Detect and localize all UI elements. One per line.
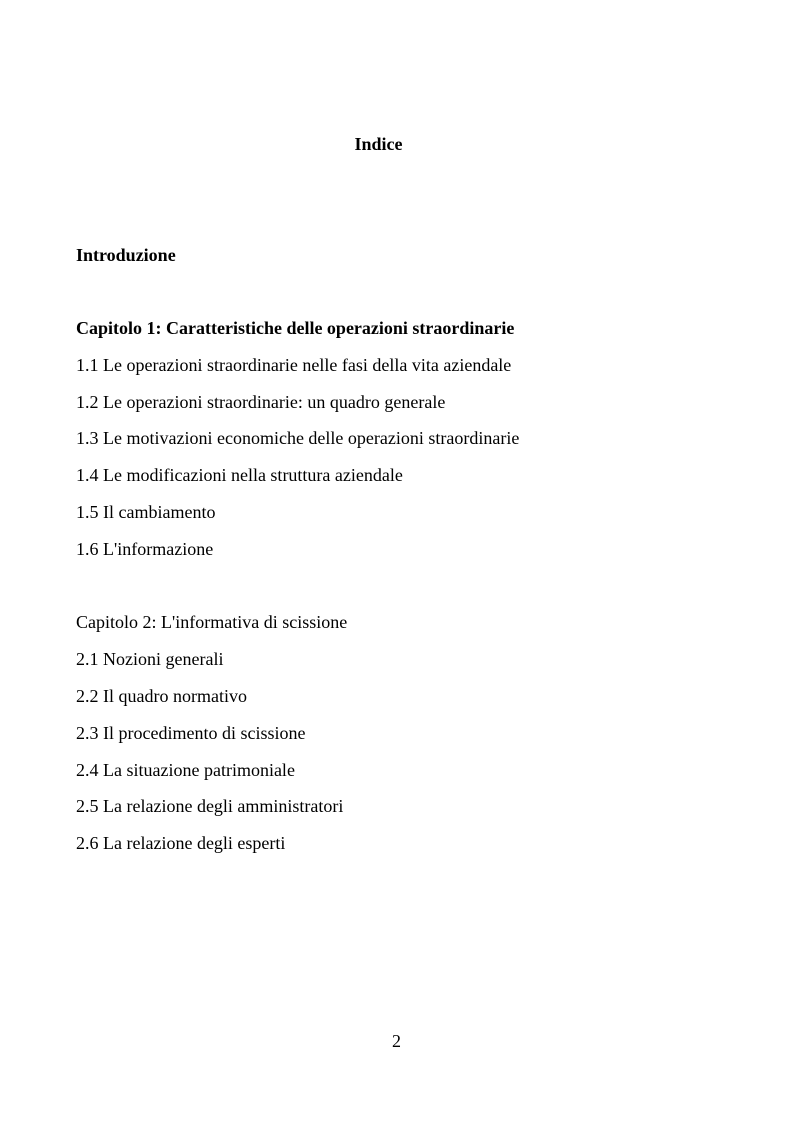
toc-section-1-4: 1.4 Le modificazioni nella struttura aziendale — [76, 465, 403, 485]
toc-section-2-3: 2.3 Il procedimento di scissione — [76, 723, 306, 743]
toc-section-2-1: 2.1 Nozioni generali — [76, 649, 224, 669]
toc-section-1-2: 1.2 Le operazioni straordinarie: un quadro generale — [76, 392, 446, 412]
page-number: 2 — [392, 1031, 401, 1051]
toc-section-1-3: 1.3 Le motivazioni economiche delle operazioni straordinarie — [76, 428, 520, 448]
page-title: Indice — [354, 134, 403, 154]
toc-introduction: Introduzione — [76, 245, 176, 265]
toc-section-1-6: 1.6 L'informazione — [76, 539, 214, 559]
toc-chapter-2-heading: Capitolo 2: L'informativa di scissione — [76, 612, 348, 632]
toc-section-1-1: 1.1 Le operazioni straordinarie nelle fasi della vita aziendale — [76, 355, 512, 375]
toc-section-2-2: 2.2 Il quadro normativo — [76, 686, 247, 706]
toc-chapter-1-heading: Capitolo 1: Caratteristiche delle operazioni straordinarie — [76, 318, 515, 338]
toc-section-2-4: 2.4 La situazione patrimoniale — [76, 760, 295, 780]
toc-section-2-5: 2.5 La relazione degli amministratori — [76, 796, 344, 816]
toc-section-2-6: 2.6 La relazione degli esperti — [76, 833, 286, 853]
toc-section-1-5: 1.5 Il cambiamento — [76, 502, 216, 522]
